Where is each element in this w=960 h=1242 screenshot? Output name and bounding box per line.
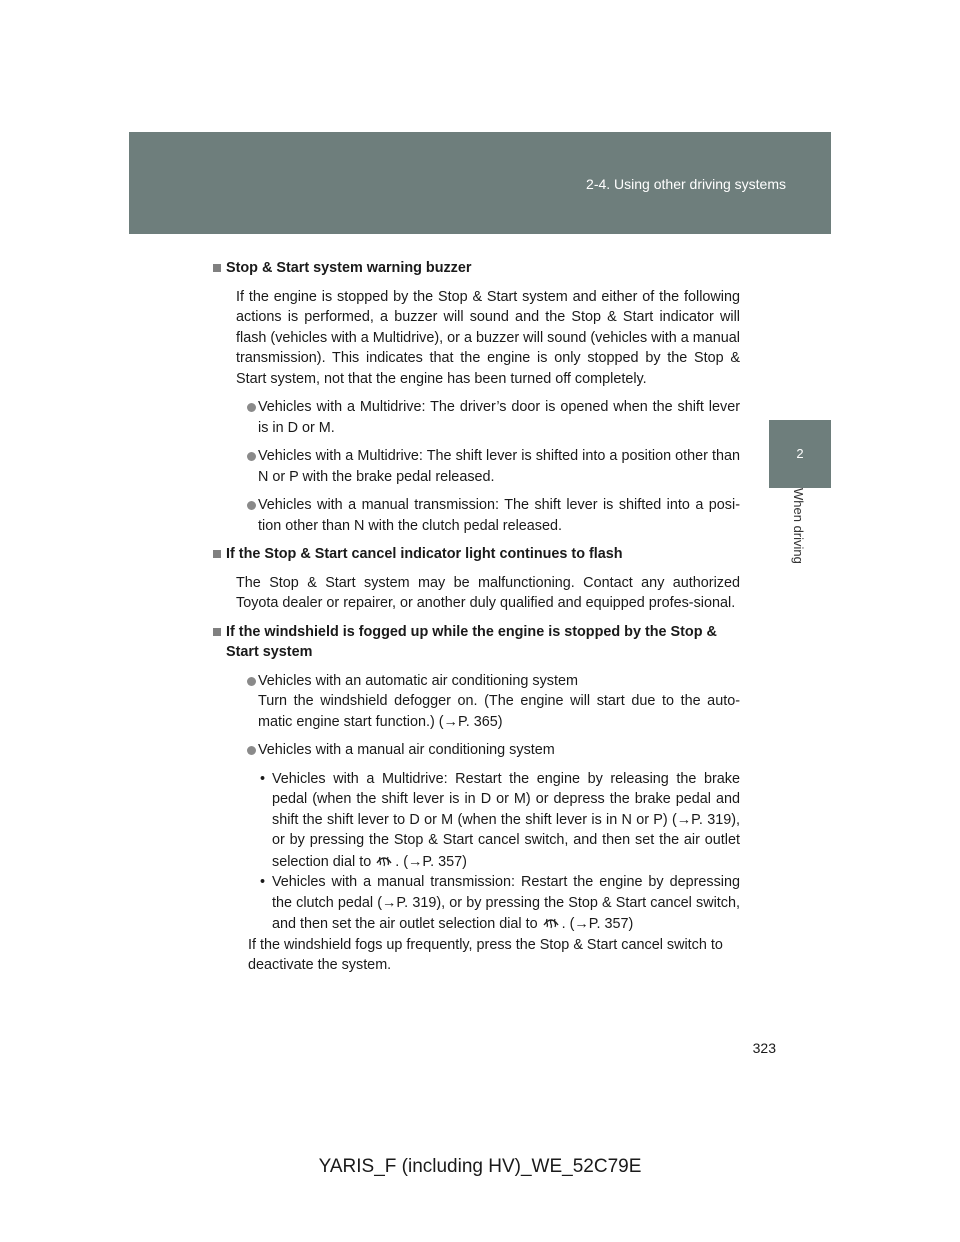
chapter-label-wrap <box>769 488 831 588</box>
chapter-number: 2 <box>796 446 804 461</box>
section-title: 2-4. Using other driving systems <box>586 176 786 192</box>
paragraph: The Stop & Start system may be malfunctioning. Contact any authorized Toyota dealer or repairer, or another duly qualified and equipped profes-sional. <box>236 574 740 611</box>
list-item-title: Vehicles with a manual air conditioning system <box>258 742 555 758</box>
square-bullet-icon <box>213 628 221 636</box>
round-bullet-icon <box>247 746 256 755</box>
windshield-defroster-icon <box>375 851 393 869</box>
main-content <box>210 258 740 976</box>
round-bullet-icon <box>247 403 256 412</box>
list-item-text: Vehicles with a Multidrive: The shift lever is shifted into a position other than N or P with the brake pedal released. <box>258 448 740 485</box>
heading-text: If the windshield is fogged up while the engine is stopped by the Stop & Start system <box>226 623 717 660</box>
list-item <box>248 495 740 536</box>
page-number: 323 <box>752 1040 776 1056</box>
sub-list-item: • Vehicles with a Multidrive: Restart the engine by releasing the brake pedal (when the shift lever is in D or M) or depress the brake pedal and shift the shift lever to D or M (when the shift lever is in N or P) (→P. 319), or by pressing the Stop & Start cancel switch, and then set the air outlet selection dial to . (→P. 357) <box>260 770 740 870</box>
round-bullet-icon <box>247 501 256 510</box>
square-bullet-icon <box>213 550 221 558</box>
header-bar <box>129 132 831 234</box>
section-heading <box>210 258 740 279</box>
heading-text: If the Stop & Start cancel indicator light continues to flash <box>226 546 623 562</box>
page-ref: . (→P. 357) <box>395 853 467 870</box>
sub-list-item: • Vehicles with a manual transmission: Restart the engine by depressing the clutch pedal (→P. 319), or by pressing the Stop & Start cancel switch, and then set the air outlet selection dial to . (→P. 357) <box>260 874 740 932</box>
list-item-text: Vehicles with a manual transmission: The shift lever is shifted into a posi-tion other than N with the clutch pedal released. <box>258 497 740 534</box>
heading-text: Stop & Start system warning buzzer <box>226 260 472 276</box>
list-item-text: Vehicles with a Multidrive: The driver’s door is opened when the shift lever is in D or M. <box>258 399 740 436</box>
list-item-title: Vehicles with an automatic air conditioning system <box>258 672 578 689</box>
list-item <box>248 397 740 438</box>
sub-item-text: Vehicles with a Multidrive: Restart the engine by releasing the brake pedal (when the shift lever is in D or M) or depress the brake pedal and shift the shift lever to D or M (when the shift lever is in N or P) (→P. 319), or by pressing the Stop & Start cancel switch, and then set the air outlet selection dial to <box>272 770 740 870</box>
list-item <box>248 671 740 733</box>
square-bullet-icon <box>213 264 221 272</box>
list-item-text: Turn the windshield defogger on. (The engine will start due to the auto-matic engine start function.) (→P. 365) <box>258 693 740 730</box>
round-bullet-icon <box>247 452 256 461</box>
chapter-tab <box>769 420 831 488</box>
section-heading <box>210 544 740 565</box>
chapter-label: When driving <box>791 488 806 564</box>
footer-text: YARIS_F (including HV)_WE_52C79E <box>318 1156 642 1177</box>
sub-item-text: Vehicles with a manual transmission: Restart the engine by depressing the clutch pedal (→P. 319), or by pressing the Stop & Start cancel switch, and then set the air outlet selection dial to <box>272 874 740 932</box>
paragraph: If the engine is stopped by the Stop & Start system and either of the following actions is performed, a buzzer will sound and the Stop & Start indicator will flash (vehicles with a Multidrive), or a buzzer will sound (vehicles with a manual transmission). This indicates that the engine is only stopped by the Stop & Start system, not that the engine has been turned off completely. <box>236 288 740 387</box>
section-heading <box>210 622 740 663</box>
list-item <box>248 446 740 487</box>
list-item <box>248 740 740 761</box>
windshield-defroster-icon <box>542 913 560 931</box>
note-text: If the windshield fogs up frequently, press the Stop & Start cancel switch to deactivate the system. <box>248 936 723 973</box>
page-ref: . (→P. 357) <box>561 916 634 932</box>
round-bullet-icon <box>247 677 256 686</box>
